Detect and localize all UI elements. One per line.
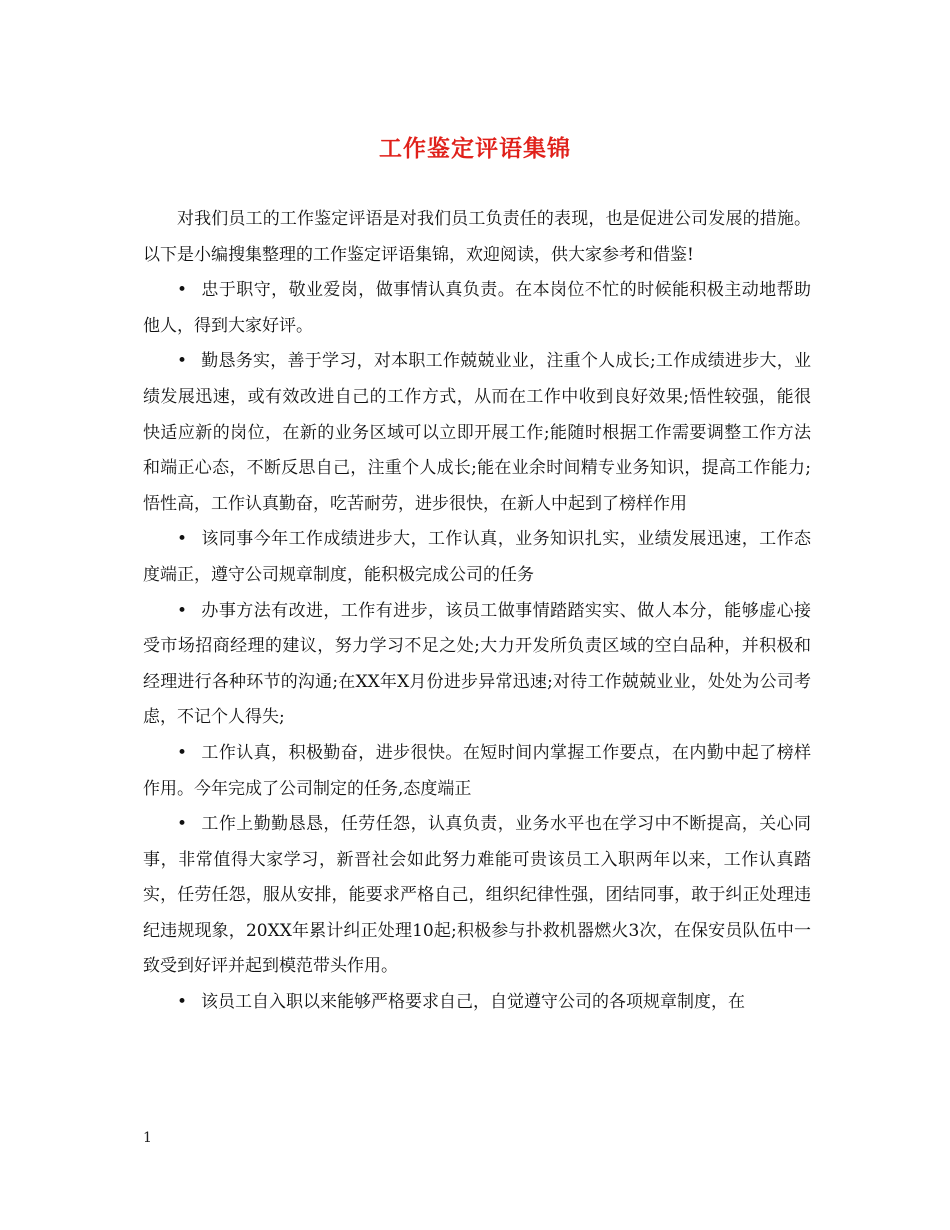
bullet-icon: •: [177, 529, 188, 550]
document-title: 工作鉴定评语集锦: [379, 135, 571, 162]
bullet-icon: •: [177, 351, 188, 372]
bullet-text: 该同事今年工作成绩进步大，工作认真，业务知识扎实，业绩发展迅速，工作态度端正，遵守公司规章制度，能积极完成公司的任务: [143, 529, 811, 585]
bullet-text: 忠于职守，敬业爱岗，做事情认真负责。在本岗位不忙的时候能积极主动地帮助他人，得到大家好评。: [143, 280, 811, 336]
bullet-text: 该员工自入职以来能够严格要求自己，自觉遵守公司的各项规章制度，在: [201, 992, 745, 1013]
bullet-item: [143, 522, 811, 593]
intro-paragraph: 对我们员工的工作鉴定评语是对我们员工负责任的表现，也是促进公司发展的措施。以下是小编搜集整理的工作鉴定评语集锦，欢迎阅读，供大家参考和借鉴!: [143, 209, 811, 265]
page-number: 1: [143, 1130, 152, 1146]
document-body: [143, 202, 811, 1021]
bullet-item: [143, 344, 811, 522]
bullet-text: 办事方法有改进，工作有进步，该员工做事情踏踏实实、做人本分，能够虚心接受市场招商经理的建议，努力学习不足之处;大力开发所负责区域的空白品种，并积极和经理进行各种环节的沟通;在XX年X月份进步异常迅速;对待工作兢兢业业，处处为公司考虑，不记个人得失;: [143, 600, 811, 728]
bullet-text: 工作认真，积极勤奋，进步很快。在短时间内掌握工作要点，在内勤中起了榜样作用。今年完成了公司制定的任务,态度端正: [143, 742, 811, 799]
bullet-icon: •: [177, 992, 188, 1013]
bullet-icon: •: [177, 280, 188, 301]
bullet-item: [143, 273, 811, 344]
bullet-item: [143, 985, 811, 1021]
bullet-text: 勤恳务实，善于学习，对本职工作兢兢业业，注重个人成长;工作成绩进步大，业绩发展迅速，或有效改进自己的工作方式，从而在工作中收到良好效果;悟性较强，能很快适应新的岗位，在新的业务区域可以立即开展工作;能随时根据工作需要调整工作方法和端正心态，不断反思自己，注重个人成长;能在业余时间精专业务知识，提高工作能力;悟性高，工作认真勤奋，吃苦耐劳，进步很快，在新人中起到了榜样作用: [143, 351, 811, 514]
bullet-icon: •: [177, 600, 188, 621]
bullet-icon: •: [177, 814, 188, 835]
bullet-icon: •: [177, 742, 188, 763]
bullet-text: 工作上勤勤恳恳，任劳任怨，认真负责，业务水平也在学习中不断提高，关心同事，非常值得大家学习，新晋社会如此努力难能可贵该员工入职两年以来，工作认真踏实，任劳任怨，服从安排，能要求严格自己，组织纪律性强，团结同事，敢于纠正处理违纪违规现象，20XX年累计纠正处理10起;积极参与扑救机器燃火3次，在保安员队伍中一致受到好评并起到模范带头作用。: [143, 814, 811, 977]
bullet-item: [143, 807, 811, 985]
bullet-item: [143, 736, 811, 807]
bullet-item: [143, 594, 811, 736]
